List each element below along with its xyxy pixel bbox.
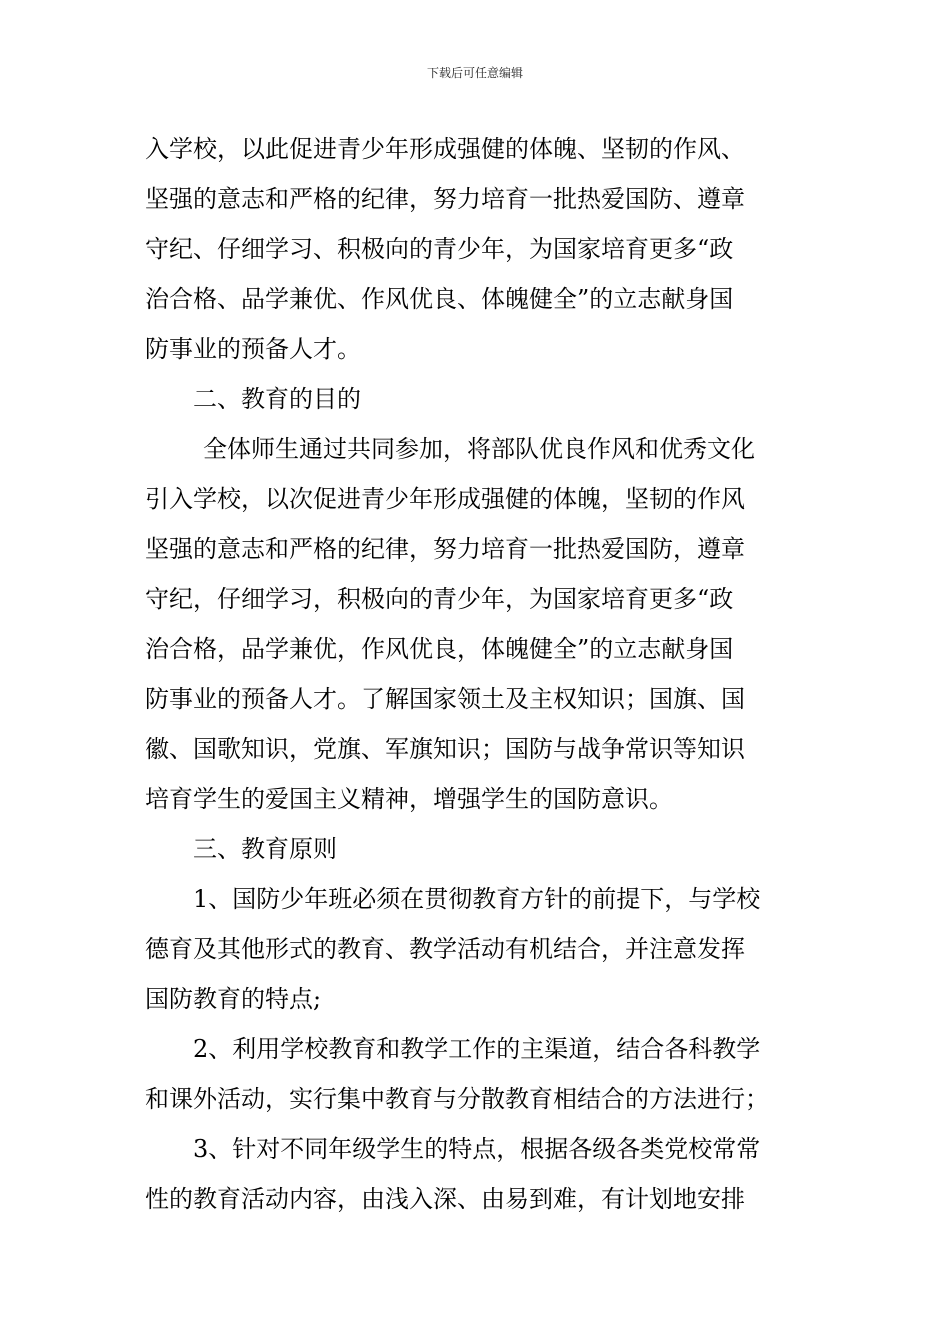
text-line: 和课外活动，实行集中教育与分散教育相结合的方法进行； — [145, 1085, 769, 1113]
text-line: 入学校，以此促进青少年形成强健的体魄、坚韧的作风、 — [145, 135, 745, 163]
text-line: 治合格，品学兼优，作风优良，体魄健全”的立志献身国 — [145, 635, 734, 663]
principle-item-1 — [145, 874, 807, 1024]
text-line: 守纪、仔细学习、积极向的青少年，为国家培育更多“政 — [145, 235, 734, 263]
text-line: 徽、国歌知识，党旗、军旗知识；国防与战争常识等知识 — [145, 735, 745, 763]
text-line: 国防教育的特点; — [145, 985, 322, 1013]
principle-item-2 — [145, 1024, 807, 1124]
text-line: 防事业的预备人才。了解国家领土及主权知识；国旗、国 — [145, 685, 745, 713]
section-heading-purpose: 二、教育的目的 — [193, 385, 361, 413]
text-line: 性的教育活动内容，由浅入深、由易到难，有计划地安排 — [145, 1185, 745, 1213]
text-line: 坚强的意志和严格的纪律，努力培育一批热爱国防、遵章 — [145, 185, 745, 213]
text-line: 治合格、品学兼优、作风优良、体魄健全”的立志献身国 — [145, 285, 734, 313]
text-line: 防事业的预备人才。 — [145, 335, 361, 363]
page-header: 下载后可任意编辑 — [426, 66, 523, 80]
text-line: 引入学校，以次促进青少年形成强健的体魄，坚韧的作风 — [145, 485, 745, 513]
text-line: 1、国防少年班必须在贯彻教育方针的前提下，与学校 — [193, 885, 761, 913]
paragraph-intro — [145, 124, 807, 374]
text-line: 培育学生的爱国主义精神，增强学生的国防意识。 — [145, 785, 673, 813]
document-body — [145, 124, 807, 1224]
text-line: 3、针对不同年级学生的特点，根据各级各类党校常常 — [193, 1135, 761, 1163]
text-line: 德育及其他形式的教育、教学活动有机结合，并注意发挥 — [145, 935, 745, 963]
paragraph-purpose — [145, 424, 807, 824]
text-line: 全体师生通过共同参加，将部队优良作风和优秀文化 — [203, 435, 755, 463]
text-line: 坚强的意志和严格的纪律，努力培育一批热爱国防，遵章 — [145, 535, 745, 563]
text-line: 守纪，仔细学习，积极向的青少年，为国家培育更多“政 — [145, 585, 734, 613]
principle-item-3 — [145, 1124, 807, 1224]
section-heading-principles: 三、教育原则 — [193, 835, 337, 863]
text-line: 2、利用学校教育和教学工作的主渠道，结合各科教学 — [193, 1035, 761, 1063]
